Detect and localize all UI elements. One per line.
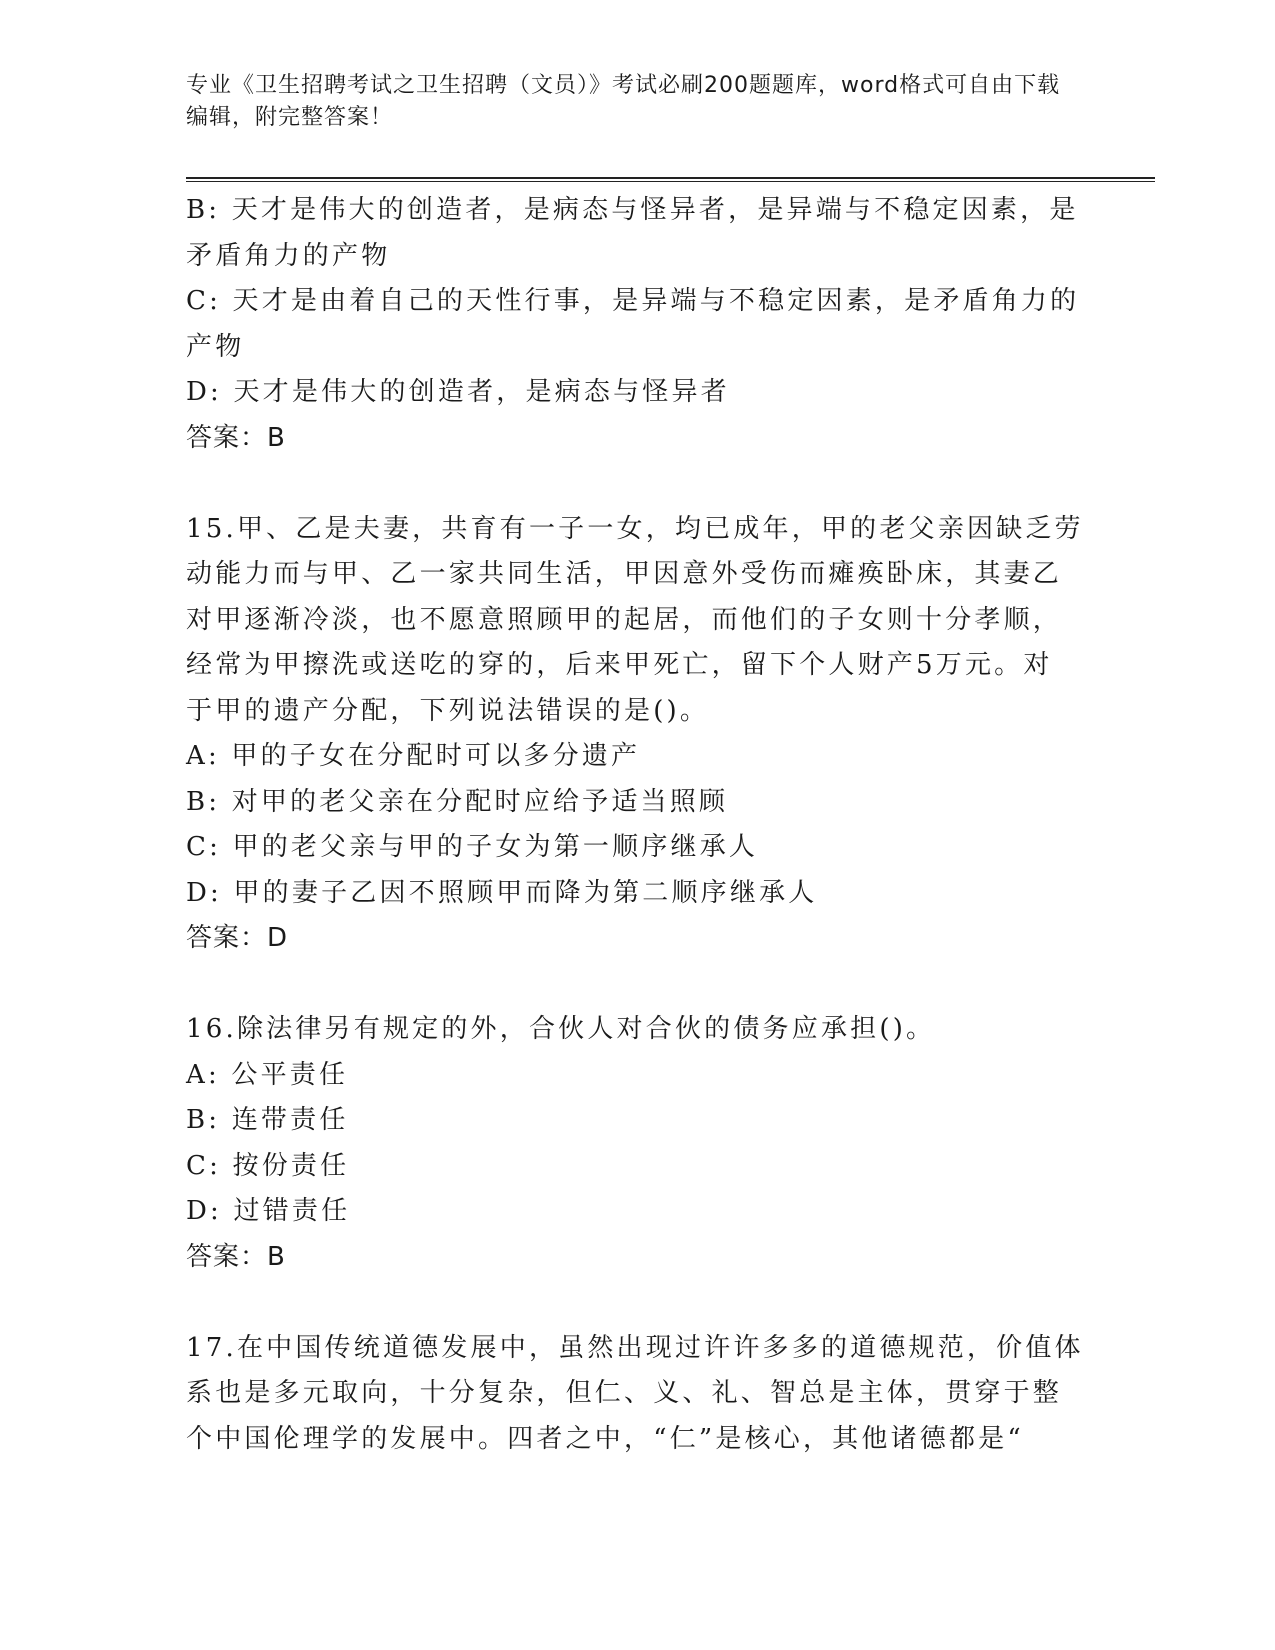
option-b-line-2: 矛盾角力的产物 bbox=[186, 240, 391, 271]
question-stem-line: 动能力而与甲、乙一家共同生活，甲因意外受伤而瘫痪卧床，其妻乙 bbox=[186, 559, 1063, 589]
answer-label: 答案：B bbox=[186, 422, 286, 453]
answer-label: 答案：B bbox=[186, 1241, 286, 1272]
spacer bbox=[186, 461, 1086, 507]
answer-label: 答案：D bbox=[186, 923, 289, 953]
question-15 bbox=[186, 507, 1086, 962]
question-16 bbox=[186, 1007, 1086, 1280]
document-body bbox=[186, 188, 1086, 1462]
spacer bbox=[186, 962, 1086, 1008]
option-c: C: 甲的老父亲与甲的子女为第一顺序继承人 bbox=[186, 832, 759, 862]
document-page bbox=[186, 70, 1076, 134]
option-c: C: 按份责任 bbox=[186, 1150, 350, 1181]
question-stem-line: 于甲的遗产分配，下列说法错误的是()。 bbox=[186, 695, 710, 726]
spacer bbox=[186, 1280, 1086, 1326]
option-d: D: 甲的妻子乙因不照顾甲而降为第二顺序继承人 bbox=[186, 877, 818, 908]
question-stem-line: 系也是多元取向，十分复杂，但仁、义、礼、智总是主体，贯穿于整 bbox=[186, 1378, 1063, 1408]
option-b: B: 对甲的老父亲在分配时应给予适当照顾 bbox=[186, 786, 729, 817]
option-d: D: 天才是伟大的创造者，是病态与怪异者 bbox=[186, 377, 730, 407]
header-divider bbox=[186, 177, 1155, 182]
question-stem-line: 对甲逐渐冷淡，也不愿意照顾甲的起居，而他们的子女则十分孝顺， bbox=[186, 604, 1063, 635]
option-a: A: 公平责任 bbox=[186, 1059, 349, 1090]
option-c-line-2: 产物 bbox=[186, 331, 245, 362]
option-d: D: 过错责任 bbox=[186, 1196, 351, 1226]
option-c-line-1: C: 天才是由着自己的天性行事，是异端与不稳定因素，是矛盾角力的 bbox=[186, 286, 1080, 316]
question-stem-line: 16.除法律另有规定的外，合伙人对合伙的债务应承担()。 bbox=[186, 1014, 936, 1044]
question-stem-line: 15.甲、乙是夫妻，共育有一子一女，均已成年，甲的老父亲因缺乏劳 bbox=[186, 513, 1084, 544]
question-17 bbox=[186, 1326, 1086, 1463]
question-stem-line: 经常为甲擦洗或送吃的穿的，后来甲死亡，留下个人财产5万元。对 bbox=[186, 650, 1053, 680]
option-a: A: 甲的子女在分配时可以多分遗产 bbox=[186, 741, 641, 771]
option-b: B: 连带责任 bbox=[186, 1105, 349, 1135]
option-b-line-1: B: 天才是伟大的创造者，是病态与怪异者，是异端与不稳定因素，是 bbox=[186, 195, 1079, 225]
question-14-continued bbox=[186, 188, 1086, 461]
document-header-title: 专业《卫生招聘考试之卫生招聘（文员）》考试必刷200题题库，word格式可自由下载编辑，附完整答案！ bbox=[186, 73, 1061, 130]
question-stem-line: 17.在中国传统道德发展中，虽然出现过许许多多的道德规范，价值体 bbox=[186, 1332, 1084, 1363]
question-stem-line: 个中国伦理学的发展中。四者之中，“仁”是核心，其他诸德都是“ bbox=[186, 1423, 1024, 1454]
